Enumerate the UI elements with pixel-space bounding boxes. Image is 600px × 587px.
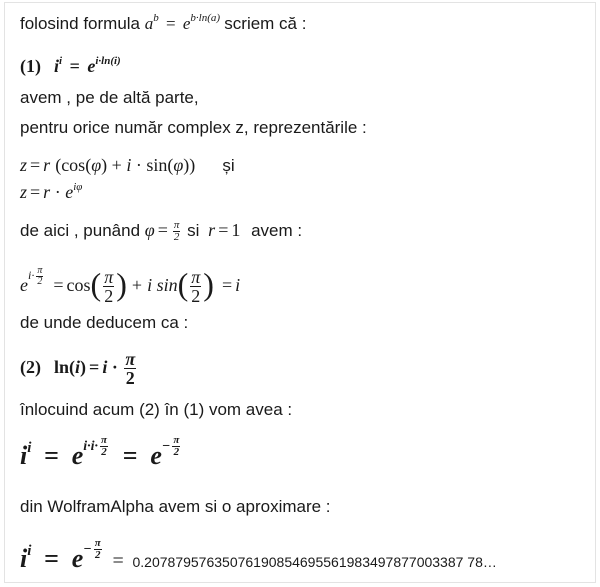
text-line-7b: si [187, 221, 200, 240]
intro-text: folosind formula [20, 14, 141, 33]
text-line-7a: de aici , punând [20, 221, 141, 240]
result-equation: $i^i = ei\cdot i\cdot$ $\frac{\pi}{2}$ = e− $\frac{\pi}{2}$ [20, 434, 180, 470]
and-word: și [222, 156, 235, 175]
intro-line [20, 14, 306, 36]
text-line-4: pentru orice număr complex z, reprezentările : [20, 118, 367, 137]
text-line-3: avem , pe de altă parte, [20, 88, 199, 107]
text-line-11: înlocuind acum (2) în (1) vom avea : [20, 400, 293, 419]
euler-identity: ei· $\frac{\pi}{2}$ = cos( $\frac{\pi}{2}$ ) + i sin( $\frac{\pi}{2}$ ) = i [20, 264, 241, 306]
intro-tail: scriem că : [224, 14, 307, 33]
equation-1-formula: $i^i = e^{i\cdot ln(i)}$ [54, 55, 121, 76]
equation-1-label: (1) [20, 56, 41, 76]
equation-2: (2) ln(i) = i · $\frac{\pi}{2}$ [20, 348, 136, 388]
text-line-9: de unde deducem ca : [20, 313, 189, 332]
text-line-7c: avem : [251, 221, 303, 240]
formula-power-identity: $a^b = e^{b\cdot ln(a)}$ [144, 12, 221, 33]
trig-form: z = r (cos(φ) + i · sin(φ)) și [20, 155, 235, 175]
pi-over-2: $\frac{\pi}{2}$ [173, 219, 180, 244]
text-line-13: din WolframAlpha avem si o aproximare : [20, 497, 331, 516]
approximation-value: 0.20787957635076190854695561983497877003387 78… [132, 554, 497, 570]
exp-form: $z = r \cdot e^{i\varphi}$ [20, 181, 83, 202]
approximation-line: $i^i = e-$ $\frac{\pi}{2}$ = 0.20787957635076190854695561983497877003387 78… [20, 537, 497, 573]
substitution-line: de aici , punând φ = $\frac{\pi}{2}$ si r = 1 avem : [20, 219, 303, 244]
equation-2-label: (2) [20, 357, 41, 377]
equation-1 [20, 56, 121, 79]
